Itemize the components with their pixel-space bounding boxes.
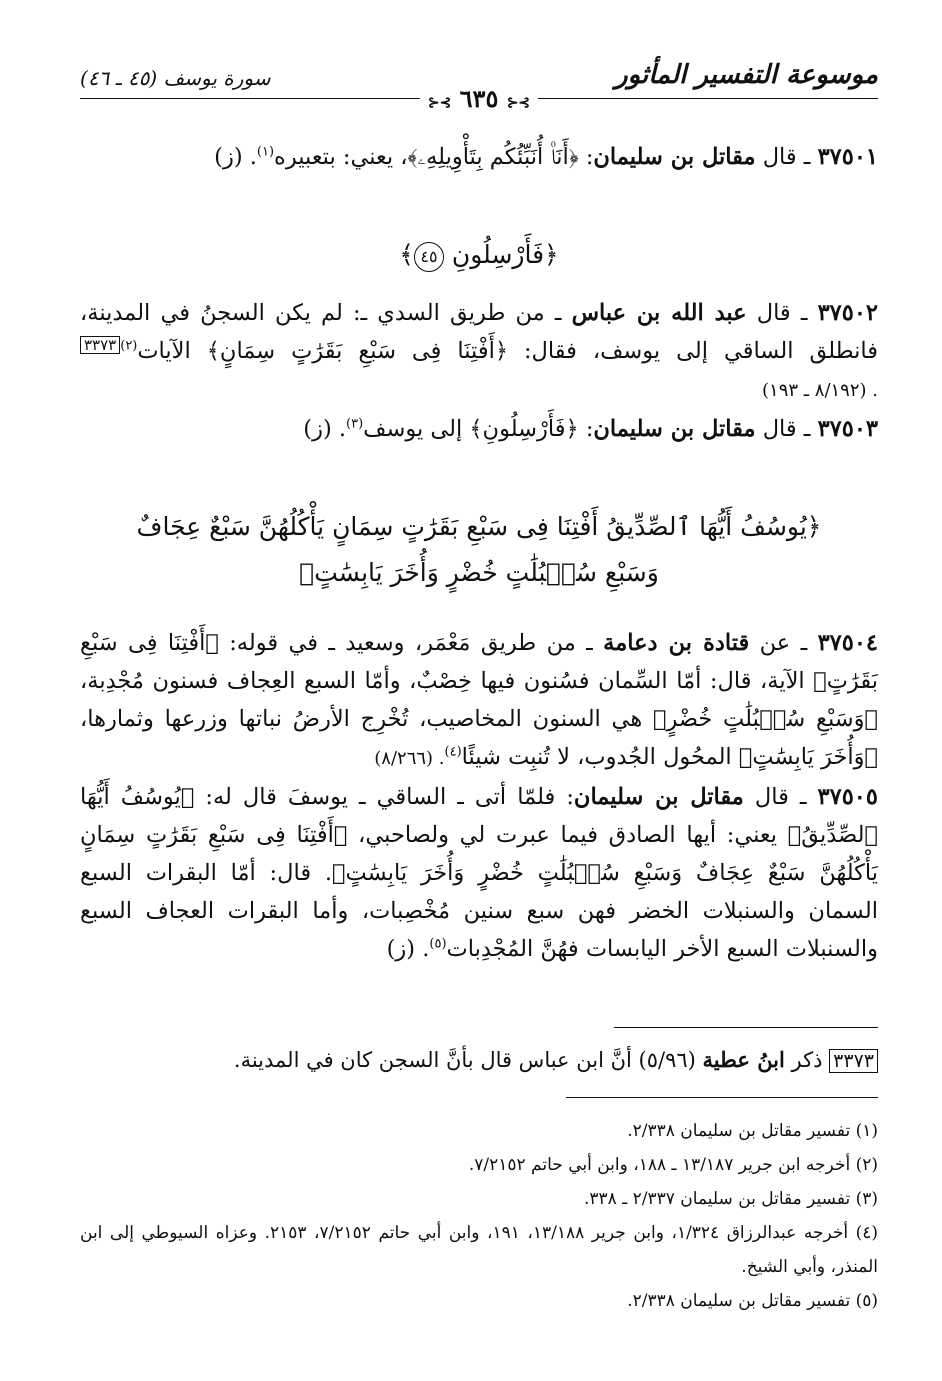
entry-37503 <box>80 410 878 448</box>
verse-line-2: وَسَبْعِ سُنۢبُلَٰتٍ خُضْرٍ وَأُخَرَ يَابِسَٰتٍ﴾ <box>299 558 659 587</box>
quran-quote: ﴿أَفْتِنَا فِى سَبْعِ بَقَرَٰتٍ سِمَانٍ﴾ <box>206 338 509 364</box>
narrator-name: مقاتل بن سليمان <box>593 144 756 170</box>
entry-text: الآيات <box>137 338 207 364</box>
entry-connector: ـ قال <box>755 144 818 170</box>
entry-text: إلى يوسف <box>363 416 470 442</box>
narrator-name: قتادة بن دعامة <box>603 630 750 656</box>
footnote-separator <box>566 1097 878 1098</box>
volume-ref: . (٨/٢٦٦) <box>374 748 445 769</box>
book-title: موسوعة التفسير المأثور <box>615 60 878 90</box>
note-separator <box>614 1027 878 1028</box>
entry-text: ، يعني: بتعبيره <box>274 144 408 170</box>
entry-connector: ـ قال <box>743 784 818 810</box>
entry-end: . (ز) <box>386 936 430 962</box>
surah-info: سورة يوسف (٤٥ ـ ٤٦) <box>80 66 271 90</box>
quran-quote: ﴿أَنَا۠ أُنَبِّئُكُم بِتَأْوِيلِهِۦ﴾ <box>407 144 579 170</box>
entry-text: الآية، قال: أمّا السِّمان فسُنون فيها خِصْبٌ، وأمّا السبع العِجاف فسنون مُجْدِبة، <box>80 668 814 694</box>
colon: : <box>578 416 594 442</box>
footnote: (٢) أخرجه ابن جرير ١٣/١٨٧ ـ ١٨٨، وابن أبي حاتم ٧/٢١٥٢. <box>468 1155 878 1175</box>
note-author: ابنُ عطية <box>702 1047 785 1072</box>
entry-37505 <box>80 778 878 968</box>
footnote-marker: (٤) <box>444 744 462 760</box>
footnotes <box>80 1114 878 1318</box>
entry-text: ـ من طريق مَعْمَر، وسعيد ـ في قوله: <box>218 630 604 656</box>
page-header <box>80 58 878 112</box>
entry-text: ـ من طريق السدي ـ: لم يكن السجنُ في المدينة، فانطلق الساقي إلى يوسف، فقال: <box>80 300 878 364</box>
footnote: (٤) أخرجه عبدالرزاق ١/٣٢٤، وابن جرير ١٣/١٨٨، ١٩١، وابن أبي حاتم ٧/٢١٥٢، ٢١٥٣. وعزاه السيوطي إلى ابن المنذر، وأبي الشيخ. <box>80 1223 879 1277</box>
footnote: (٣) تفسير مقاتل بن سليمان ٢/٣٣٧ ـ ٣٣٨. <box>584 1189 878 1209</box>
volume-ref: . (٨/١٩٢ ـ ١٩٣) <box>762 380 878 401</box>
footnote: (٥) تفسير مقاتل بن سليمان ٢/٣٣٨. <box>627 1291 878 1311</box>
ornament-icon: ⊱⊰ <box>427 95 452 111</box>
footnote: (١) تفسير مقاتل بن سليمان ٢/٣٣٨. <box>627 1121 878 1141</box>
note-number-box: ٣٣٧٣ <box>829 1049 878 1073</box>
verse-close: ﴾ <box>399 240 414 269</box>
verse-line-1: ﴿يُوسُفُ أَيُّهَا ٱلصِّدِّيقُ أَفْتِنَا فِى سَبْعِ بَقَرَٰتٍ سِمَانٍ يَأْكُلُهُنَّ سَبْعٌ عِجَافٌ <box>136 512 822 541</box>
narrator-name: عبد الله بن عباس <box>571 300 747 326</box>
footnote-marker: (٥) <box>429 936 447 952</box>
page-number: ٦٣٥ <box>459 84 499 113</box>
entry-37502 <box>80 294 878 410</box>
verse-text: ﴿فَأَرْسِلُونِ <box>451 240 559 269</box>
entry-number: ٣٧٥٠٢ <box>817 300 878 326</box>
verse-45 <box>80 232 878 278</box>
ayah-number: ٤٥ <box>414 242 444 272</box>
entry-37501 <box>80 138 878 176</box>
colon: : <box>578 144 594 170</box>
quran-quote: ﴿يُوسُفُ أَيُّهَا ٱلصِّدِّيقُ﴾ <box>80 784 878 848</box>
entry-number: ٣٧٥٠١ <box>817 144 878 170</box>
commentary-ref-box: ٣٣٧٣ <box>80 336 120 354</box>
entry-37504 <box>80 624 878 778</box>
note-label: ذكر <box>784 1048 830 1072</box>
ornament-icon: ⊱⊰ <box>506 95 531 111</box>
page-number-block <box>420 84 538 113</box>
note-text: (٥/٩٦) أنَّ ابن عباس قال بأنَّ السجن كان في المدينة. <box>233 1048 703 1072</box>
footnote-marker: (٢) <box>120 338 138 354</box>
entry-end: . (ز) <box>303 416 347 442</box>
entry-text: المحُول الجُدوب، لا تُنبِت شيئًا <box>461 744 739 770</box>
entry-number: ٣٧٥٠٤ <box>817 630 879 656</box>
footnote-marker: (٣) <box>346 416 364 432</box>
commentary-note <box>80 1042 878 1078</box>
quran-quote: ﴿أَفْتِنَا فِى سَبْعِ بَقَرَٰتٍ﴾ <box>80 630 878 694</box>
quran-quote: ﴿وَسَبْعِ سُنۢبُلَٰتٍ خُضْرٍ﴾ <box>652 706 878 732</box>
entry-number: ٣٧٥٠٣ <box>817 416 878 442</box>
footnote-marker: (١) <box>256 144 275 160</box>
quran-quote: ﴿فَأَرْسِلُونِ﴾ <box>469 416 579 442</box>
narrator-name: مقاتل بن سليمان <box>593 416 756 442</box>
entry-number: ٣٧٥٠٥ <box>817 784 878 810</box>
entry-text: . قال: أمّا البقرات السبع السمان والسنبلات الخضر فهن سبع سنين مُخْصِبات، وأما البقرات العجاف السبع والسنبلات السبع الأخر اليابسات فهُنَّ المُجْدِبات <box>80 860 878 962</box>
entry-text: يعني: أيها الصادق فيما عبرت لي ولصاحبي، <box>347 822 788 848</box>
narrator-name: مقاتل بن سليمان <box>573 784 744 810</box>
entry-connector: ـ قال <box>746 300 818 326</box>
entry-connector: ـ قال <box>755 416 818 442</box>
verse-46 <box>80 504 878 596</box>
entry-end: . (ز) <box>214 144 257 170</box>
quran-quote: ﴿أَفْتِنَا فِى سَبْعِ بَقَرَٰتٍ سِمَانٍ يَأْكُلُهُنَّ سَبْعٌ عِجَافٌ وَسَبْعِ سُنۢبُلَٰتٍ خُضْرٍ وَأُخَرَ يَابِسَٰتٍ﴾ <box>80 822 878 886</box>
quran-quote: ﴿وَأُخَرَ يَابِسَٰتٍ﴾ <box>738 744 878 770</box>
entry-text: : فلمّا أتى ـ الساقي ـ يوسفَ قال له: <box>194 784 574 810</box>
entry-text: هي السنون المخاصيب، تُخْرِج الأرضُ نباتها وزرعها وثمارها، <box>80 706 653 732</box>
entry-connector: ـ عن <box>749 630 818 656</box>
